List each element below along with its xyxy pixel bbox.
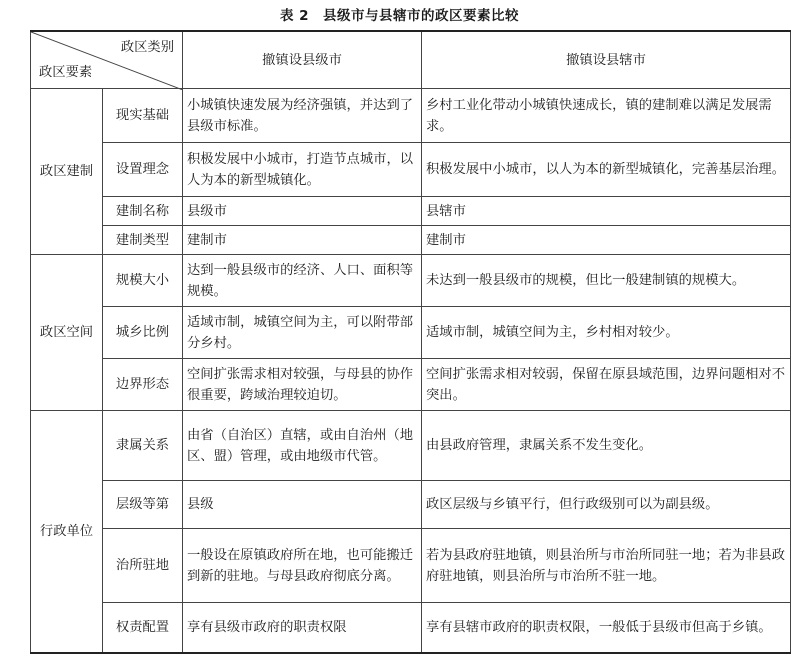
county-administered-city-cell: 乡村工业化带动小城镇快速成长，镇的建制难以满足发展需求。 <box>422 89 791 143</box>
column-header-county-administered-city: 撤镇设县辖市 <box>422 31 791 89</box>
county-administered-city-cell: 享有县辖市政府的职责权限，一般低于县级市但高于乡镇。 <box>422 603 791 653</box>
table-row <box>31 603 791 653</box>
county-administered-city-cell: 未达到一般县级市的规模，但比一般建制镇的规模大。 <box>422 255 791 307</box>
county-administered-city-cell: 由县政府管理，隶属关系不发生变化。 <box>422 411 791 481</box>
table-row <box>31 255 791 307</box>
element-cell: 建制类型 <box>103 226 183 255</box>
table-row <box>31 307 791 359</box>
county-administered-city-cell: 县辖市 <box>422 197 791 226</box>
element-cell: 治所驻地 <box>103 529 183 603</box>
header-corner-top: 政区类别 <box>120 40 174 55</box>
table-title: 表 2 县级市与县辖市的政区要素比较 <box>279 8 520 24</box>
table-row <box>31 481 791 529</box>
category-cell: 政区空间 <box>31 255 103 411</box>
county-level-city-cell: 县级 <box>183 481 422 529</box>
element-cell: 边界形态 <box>103 359 183 411</box>
category-cell: 行政单位 <box>31 411 103 653</box>
header-row <box>31 31 791 89</box>
county-level-city-cell: 建制市 <box>183 226 422 255</box>
element-cell: 权责配置 <box>103 603 183 653</box>
table-row <box>31 89 791 143</box>
county-level-city-cell: 空间扩张需求相对较强，与母县的协作很重要，跨域治理较迫切。 <box>183 359 422 411</box>
element-cell: 现实基础 <box>103 89 183 143</box>
element-cell: 隶属关系 <box>103 411 183 481</box>
element-cell: 规模大小 <box>103 255 183 307</box>
column-header-county-level-city: 撤镇设县级市 <box>183 31 422 89</box>
county-administered-city-cell: 建制市 <box>422 226 791 255</box>
element-cell: 设置理念 <box>103 143 183 197</box>
county-administered-city-cell: 空间扩张需求相对较弱，保留在原县域范围，边界问题相对不突出。 <box>422 359 791 411</box>
county-level-city-cell: 积极发展中小城市，打造节点城市，以人为本的新型城镇化。 <box>183 143 422 197</box>
county-level-city-cell: 适域市制，城镇空间为主，可以附带部分乡村。 <box>183 307 422 359</box>
county-level-city-cell: 县级市 <box>183 197 422 226</box>
table-row <box>31 529 791 603</box>
table-row <box>31 143 791 197</box>
element-cell: 层级等第 <box>103 481 183 529</box>
table-row <box>31 197 791 226</box>
county-level-city-cell: 小城镇快速发展为经济强镇，并达到了县级市标准。 <box>183 89 422 143</box>
county-administered-city-cell: 积极发展中小城市，以人为本的新型城镇化，完善基层治理。 <box>422 143 791 197</box>
category-cell: 政区建制 <box>31 89 103 255</box>
county-level-city-cell: 达到一般县级市的经济、人口、面积等规模。 <box>183 255 422 307</box>
county-administered-city-cell: 适域市制，城镇空间为主，乡村相对较少。 <box>422 307 791 359</box>
county-administered-city-cell: 政区层级与乡镇平行，但行政级别可以为副县级。 <box>422 481 791 529</box>
comparison-table <box>30 30 791 654</box>
table-row <box>31 359 791 411</box>
element-cell: 建制名称 <box>103 197 183 226</box>
county-level-city-cell: 由省（自治区）直辖，或由自治州（地区、盟）管理，或由地级市代管。 <box>183 411 422 481</box>
county-administered-city-cell: 若为县政府驻地镇，则县治所与市治所同驻一地；若为非县政府驻地镇，则县治所与市治所不驻一地。 <box>422 529 791 603</box>
table-row <box>31 411 791 481</box>
table-row <box>31 226 791 255</box>
diagonal-header-cell <box>31 31 183 89</box>
county-level-city-cell: 享有县级市政府的职责权限 <box>183 603 422 653</box>
element-cell: 城乡比例 <box>103 307 183 359</box>
county-level-city-cell: 一般设在原镇政府所在地，也可能搬迁到新的驻地。与母县政府彻底分离。 <box>183 529 422 603</box>
header-corner-bottom: 政区要素 <box>39 65 93 80</box>
